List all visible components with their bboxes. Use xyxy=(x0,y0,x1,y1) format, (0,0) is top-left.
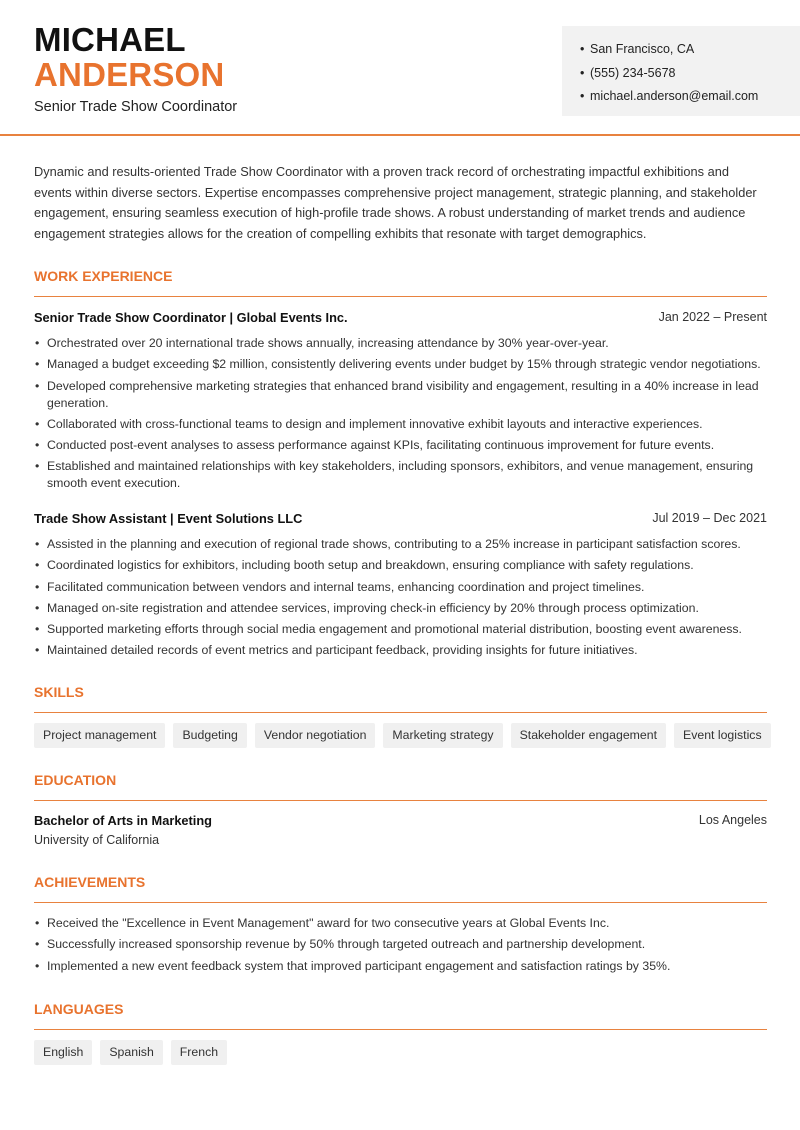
section-heading-experience: WORK EXPERIENCE xyxy=(34,268,767,297)
language-tag: English xyxy=(34,1040,92,1065)
section-heading-achievements: ACHIEVEMENTS xyxy=(34,874,767,903)
resume-header xyxy=(0,0,800,136)
last-name: ANDERSON xyxy=(34,56,225,93)
list-item: • Maintained detailed records of event metrics and participant feedback, providing insights for future initiatives. xyxy=(34,642,769,659)
list-item: • Successfully increased sponsorship revenue by 50% through targeted outreach and partnership development. xyxy=(34,936,769,953)
languages-list xyxy=(34,1040,227,1065)
contact-email: • michael.anderson@email.com xyxy=(580,85,800,109)
skill-tag: Project management xyxy=(34,723,165,748)
job-title: Trade Show Assistant | Event Solutions LLC xyxy=(34,511,303,526)
job-bullets xyxy=(34,335,769,497)
education-degree: Bachelor of Arts in Marketing xyxy=(34,813,213,828)
job-title: Senior Trade Show Coordinator | Global Events Inc. xyxy=(34,310,348,325)
professional-summary: Dynamic and results-oriented Trade Show Coordinator with a proven track record of orchestrating impactful exhibitions and events within diverse sectors. Expertise encompasses comprehensive project management, strategic planning, and stakeholder engagement, ensuring seamless execution of high-profile trade shows. A robust understanding of market trends and audience engagement strategies allows for the creation of compelling exhibits that resonate with target demographics. xyxy=(34,164,757,242)
list-item: • Conducted post-event analyses to assess performance against KPIs, facilitating continuous improvement for future events. xyxy=(34,437,769,454)
skill-tag: Marketing strategy xyxy=(383,723,502,748)
contact-box xyxy=(562,26,800,116)
skill-tag: Vendor negotiation xyxy=(255,723,376,748)
language-tag: Spanish xyxy=(100,1040,162,1065)
section-heading-languages: LANGUAGES xyxy=(34,1001,767,1030)
contact-location: • San Francisco, CA xyxy=(580,38,800,62)
section-heading-education: EDUCATION xyxy=(34,772,767,801)
list-item: • Developed comprehensive marketing strategies that enhanced brand visibility and engagement, resulting in a 40% increase in lead generation. xyxy=(34,378,769,412)
list-item: • Established and maintained relationships with key stakeholders, including sponsors, exhibitors, and venue management, ensuring smooth event execution. xyxy=(34,458,769,492)
job-title-headline: Senior Trade Show Coordinator xyxy=(34,99,238,115)
job-date: Jan 2022 – Present xyxy=(658,310,767,324)
skills-list xyxy=(34,723,771,748)
list-item: • Facilitated communication between vendors and internal teams, enhancing coordination and project timelines. xyxy=(34,579,769,596)
education-location: Los Angeles xyxy=(698,813,767,827)
list-item: • Received the "Excellence in Event Management" award for two consecutive years at Global Events Inc. xyxy=(34,915,769,932)
skill-tag: Budgeting xyxy=(173,723,246,748)
list-item: • Orchestrated over 20 international trade shows annually, increasing attendance by 30% year-over-year. xyxy=(34,335,769,352)
list-item: • Managed on-site registration and attendee services, improving check-in efficiency by 20% through process optimization. xyxy=(34,600,769,617)
achievement-bullets xyxy=(34,915,769,979)
candidate-name xyxy=(34,22,224,92)
contact-phone: • (555) 234-5678 xyxy=(580,62,800,86)
skill-tag: Stakeholder engagement xyxy=(511,723,666,748)
list-item: • Collaborated with cross-functional teams to design and implement innovative exhibit layouts and interactive experiences. xyxy=(34,416,769,433)
section-heading-skills: SKILLS xyxy=(34,684,767,713)
skill-tag: Event logistics xyxy=(674,723,771,748)
job-date: Jul 2019 – Dec 2021 xyxy=(652,511,767,525)
first-name: MICHAEL xyxy=(34,21,186,58)
list-item: • Coordinated logistics for exhibitors, including booth setup and breakdown, ensuring compliance with safety regulations. xyxy=(34,557,769,574)
list-item: • Implemented a new event feedback system that improved participant engagement and satisfaction ratings by 35%. xyxy=(34,958,769,975)
list-item: • Assisted in the planning and execution of regional trade shows, contributing to a 25% increase in participant satisfaction scores. xyxy=(34,536,769,553)
list-item: • Supported marketing efforts through social media engagement and promotional material distribution, boosting event awareness. xyxy=(34,621,769,638)
education-school: University of California xyxy=(34,833,160,847)
job-bullets xyxy=(34,536,769,664)
list-item: • Managed a budget exceeding $2 million, consistently delivering events under budget by 15% through strategic vendor negotiations. xyxy=(34,356,769,373)
language-tag: French xyxy=(171,1040,227,1065)
